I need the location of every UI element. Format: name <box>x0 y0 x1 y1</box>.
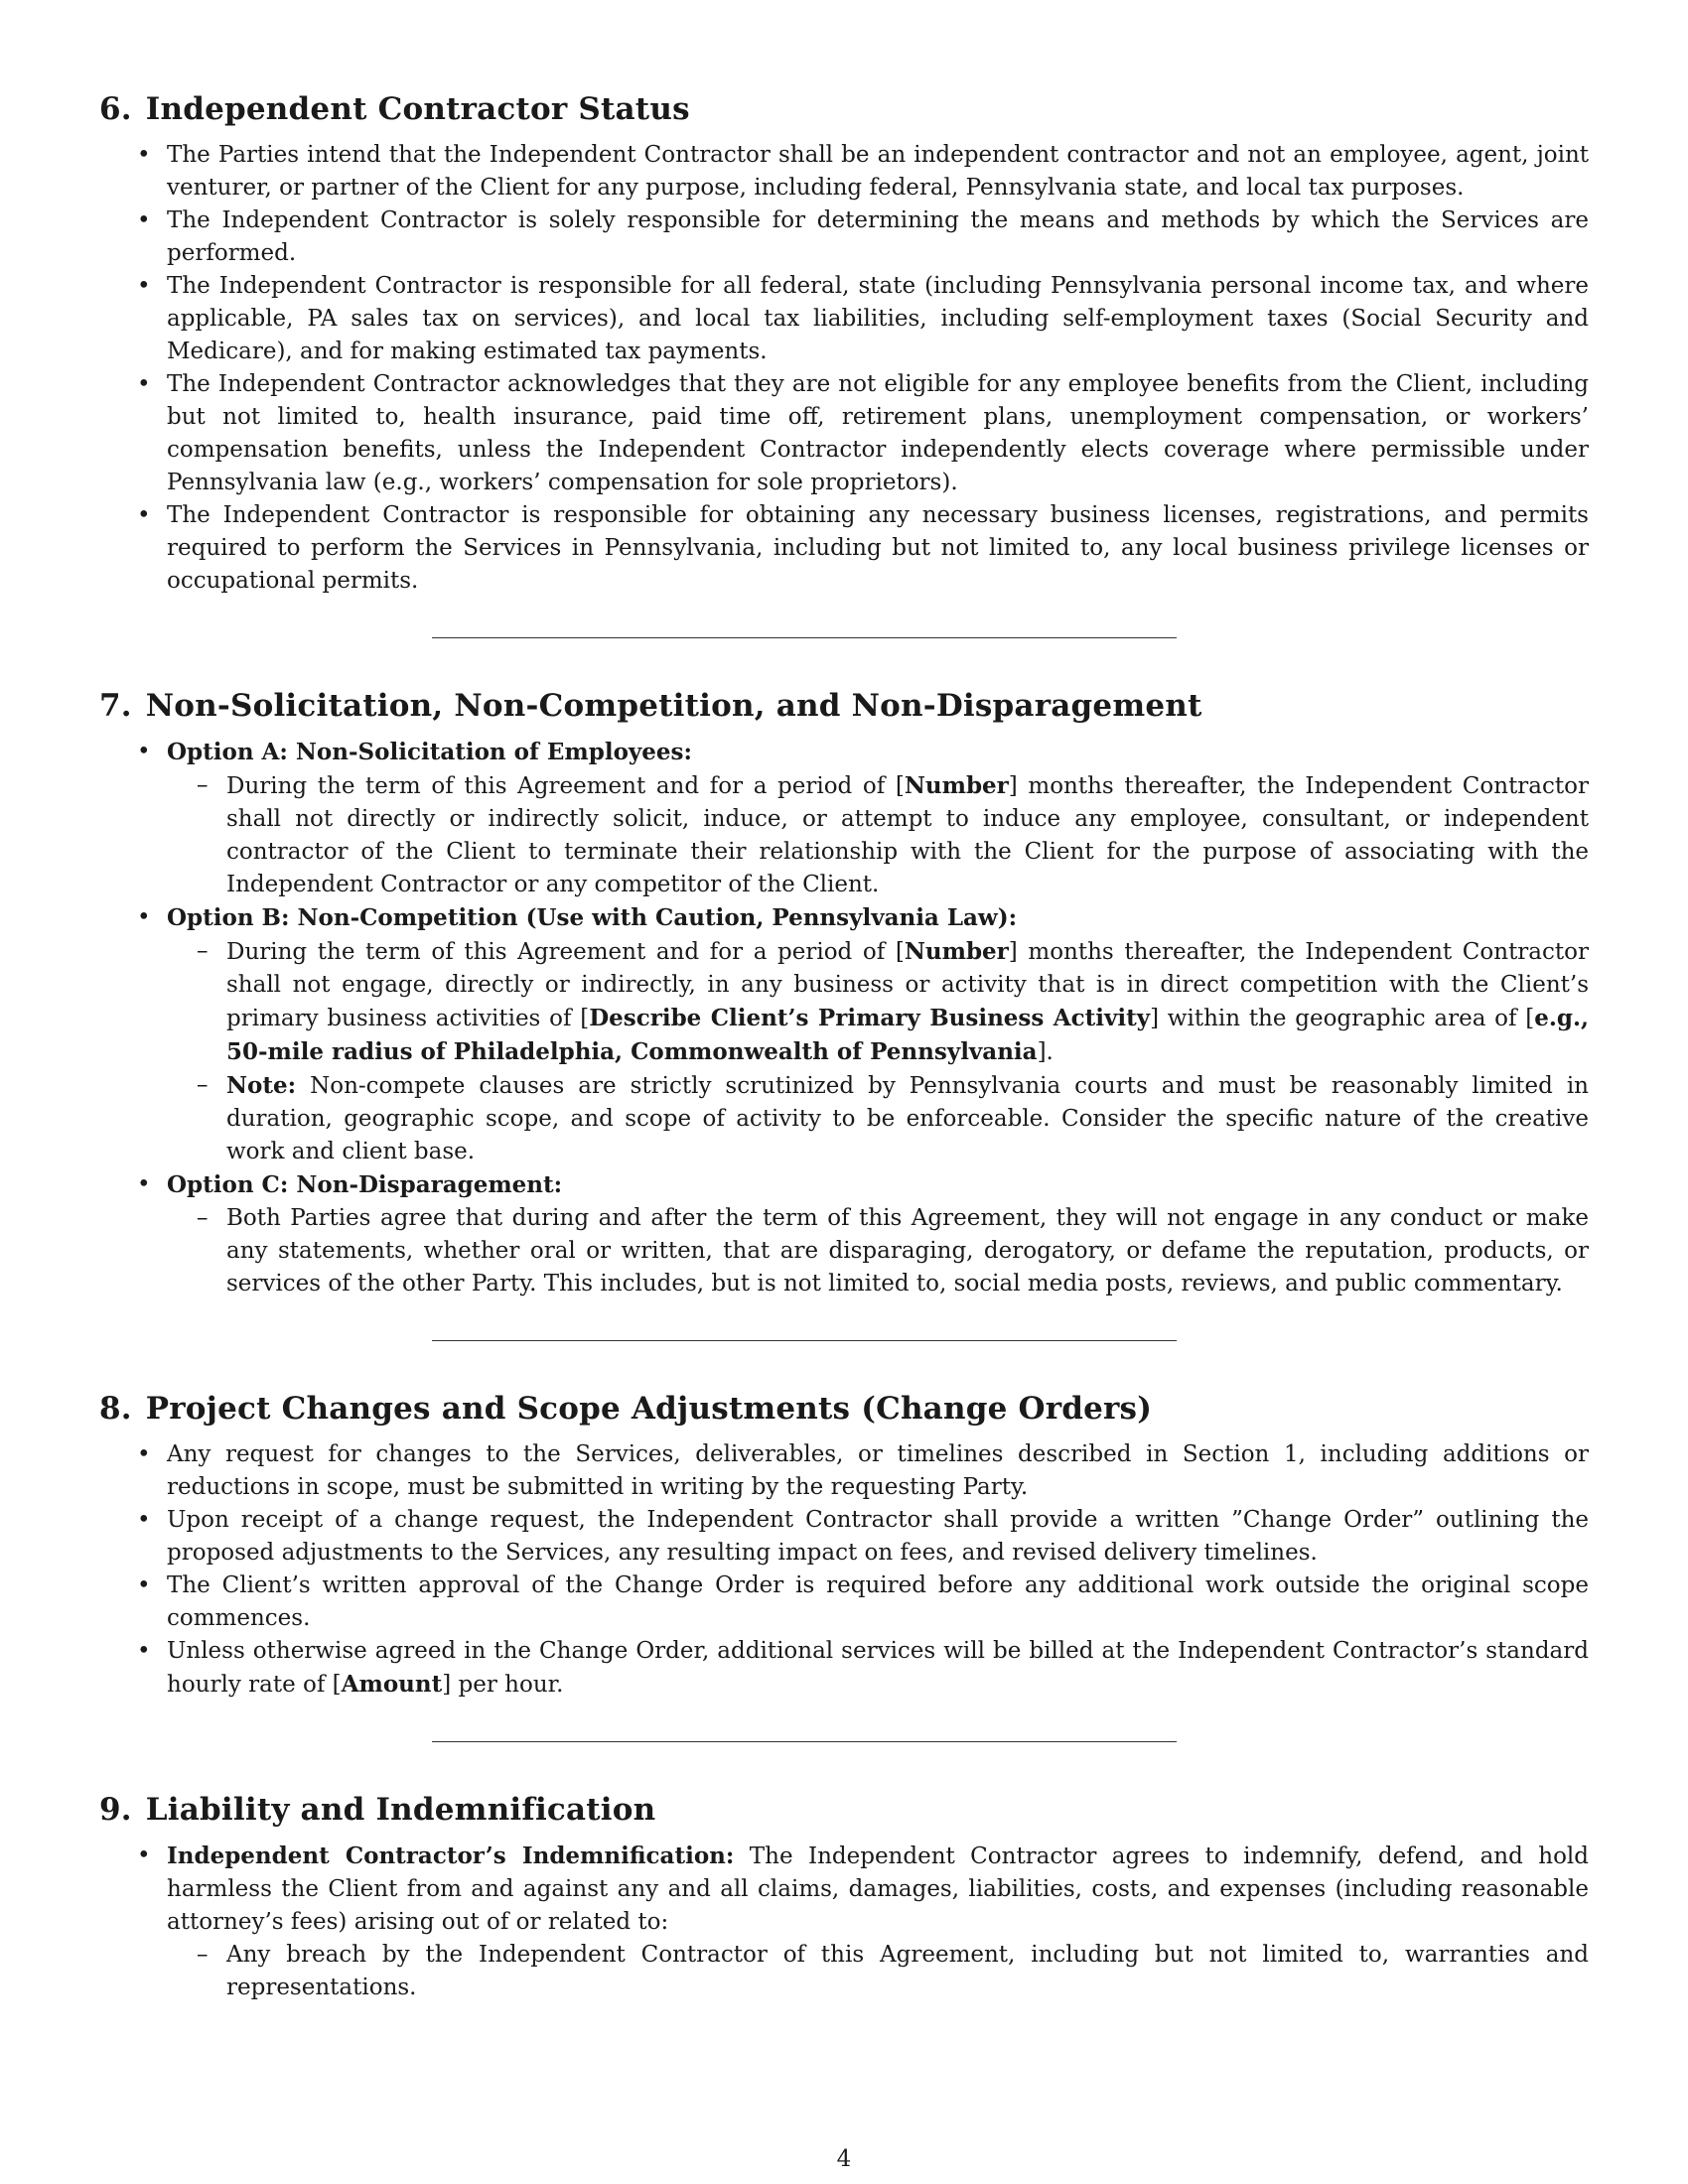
sub-list <box>167 769 1589 901</box>
bullet-list <box>99 1840 1589 2004</box>
sub-list <box>167 1202 1589 1300</box>
section-heading: 6. Independent Contractor Status <box>99 91 690 127</box>
sub-list-item-note: – Note: Non-compete clauses are strictly scrutinized by Pennsylvania courts and must be reasonably limited in duration, geographic scope, and scope of activity to be enforceable. Consider the specific nature of the creative work and client base. <box>167 1069 1589 1168</box>
section-heading: 8. Project Changes and Scope Adjustments (Change Orders) <box>99 1391 1153 1427</box>
list-item-option-a: • Option A: Non-Solicitation of Employees: – During the term of this Agreement and for a period of [Number] months thereafter, the Independent Contractor shall not directly or indirectly solicit, induce, or attempt to induce any employee, consultant, or independent contractor of the Client to terminate their relationship with the Client for the purpose of associating with the Independent Contractor or any competitor of the Client. <box>99 736 1589 901</box>
list-item: • The Client’s written approval of the Change Order is required before any additional work outside the original scope commences. <box>99 1570 1589 1635</box>
list-item-indemnification: • Independent Contractor’s Indemnification: The Independent Contractor agrees to indemnify, defend, and hold harmless the Client from and against any and all claims, damages, liabilities, costs, and expenses (including reasonable attorney’s fees) arising out of or related to: – Any breach by the Independent Contractor of this Agreement, including but not limited to, warranties and representations. <box>99 1840 1589 2004</box>
bullet-list <box>99 736 1589 1300</box>
section-9 <box>99 1792 1589 2004</box>
list-item: • Unless otherwise agreed in the Change Order, additional services will be billed at the Independent Contractor’s standard hourly rate of [Amount] per hour. <box>99 1635 1589 1702</box>
section-6 <box>99 91 1589 598</box>
list-item: • The Independent Contractor is solely responsible for determining the means and methods by which the Services are performed. <box>99 205 1589 270</box>
list-item: • The Independent Contractor is responsible for obtaining any necessary business licenses, registrations, and permits required to perform the Services in Pennsylvania, including but not limited to, any local business privilege licenses or occupational permits. <box>99 499 1589 598</box>
list-item: • Upon receipt of a change request, the Independent Contractor shall provide a written ”Change Order” outlining the proposed adjustments to the Services, any resulting impact on fees, and revised delivery timelines. <box>99 1504 1589 1570</box>
sub-list <box>167 935 1589 1168</box>
section-7 <box>99 688 1589 1300</box>
bullet-list <box>99 1438 1589 1702</box>
list-item-option-b: • Option B: Non-Competition (Use with Caution, Pennsylvania Law): – During the term of this Agreement and for a period of [Number] months thereafter, the Independent Contractor shall not engage, directly or indirectly, in any business or activity that is in direct competition with the Client’s primary business activities of [Describe Client’s Primary Business Activity] within the geographic area of [e.g., 50-mile radius of Philadelphia, Commonwealth of Pennsylvania]. – Note: Non-compete clauses are strictly scrutinized by Pennsylvania courts and must be reasonably limited in duration, geographic scope, and scope of activity to be enforceable. Consider the specific nature of the creative work and client base. <box>99 901 1589 1168</box>
document-page <box>99 91 1589 2004</box>
sub-list-item: – During the term of this Agreement and for a period of [Number] months thereafter, the Independent Contractor shall not directly or indirectly solicit, induce, or attempt to induce any employee, consultant, or independent contractor of the Client to terminate their relationship with the Client for the purpose of associating with the Independent Contractor or any competitor of the Client. <box>167 769 1589 901</box>
sub-list-item: – Both Parties agree that during and after the term of this Agreement, they will not engage in any conduct or make any statements, whether oral or written, that are disparaging, derogatory, or defame the reputation, products, or services of the other Party. This includes, but is not limited to, social media posts, reviews, and public commentary. <box>167 1202 1589 1300</box>
list-item-option-c: • Option C: Non-Disparagement: – Both Parties agree that during and after the term of this Agreement, they will not engage in any conduct or make any statements, whether oral or written, that are disparaging, derogatory, or defame the reputation, products, or services of the other Party. This includes, but is not limited to, social media posts, reviews, and public commentary. <box>99 1168 1589 1300</box>
list-item: • The Independent Contractor is responsible for all federal, state (including Pennsylvania personal income tax, and where applicable, PA sales tax on services), and local tax liabilities, including self-employment taxes (Social Security and Medicare), and for making estimated tax payments. <box>99 270 1589 368</box>
section-divider <box>432 1741 1177 1742</box>
bullet-list <box>99 139 1589 598</box>
list-item: • Any request for changes to the Services, deliverables, or timelines described in Section 1, including additions or reductions in scope, must be submitted in writing by the requesting Party. <box>99 1438 1589 1504</box>
section-divider <box>432 637 1177 638</box>
sub-list-item: – During the term of this Agreement and for a period of [Number] months thereafter, the Independent Contractor shall not engage, directly or indirectly, in any business or activity that is in direct competition with the Client’s primary business activities of [Describe Client’s Primary Business Activity] within the geographic area of [e.g., 50-mile radius of Philadelphia, Commonwealth of Pennsylvania]. <box>167 935 1589 1069</box>
sub-list <box>167 1939 1589 2004</box>
section-8 <box>99 1391 1589 1702</box>
sub-list-item: – Any breach by the Independent Contractor of this Agreement, including but not limited to, warranties and representations. <box>167 1939 1589 2004</box>
section-heading: 9. Liability and Indemnification <box>99 1792 656 1828</box>
page-number: 4 <box>836 2146 852 2172</box>
list-item: • The Independent Contractor acknowledges that they are not eligible for any employee benefits from the Client, including but not limited to, health insurance, paid time off, retirement plans, unemployment compensation, or workers’ compensation benefits, unless the Independent Contractor independently elects coverage where permissible under Pennsylvania law (e.g., workers’ compensation for sole proprietors). <box>99 368 1589 499</box>
section-divider <box>432 1340 1177 1341</box>
section-heading: 7. Non-Solicitation, Non-Competition, and Non-Disparagement <box>99 688 1202 724</box>
list-item: • The Parties intend that the Independent Contractor shall be an independent contractor and not an employee, agent, joint venturer, or partner of the Client for any purpose, including federal, Pennsylvania state, and local tax purposes. <box>99 139 1589 205</box>
